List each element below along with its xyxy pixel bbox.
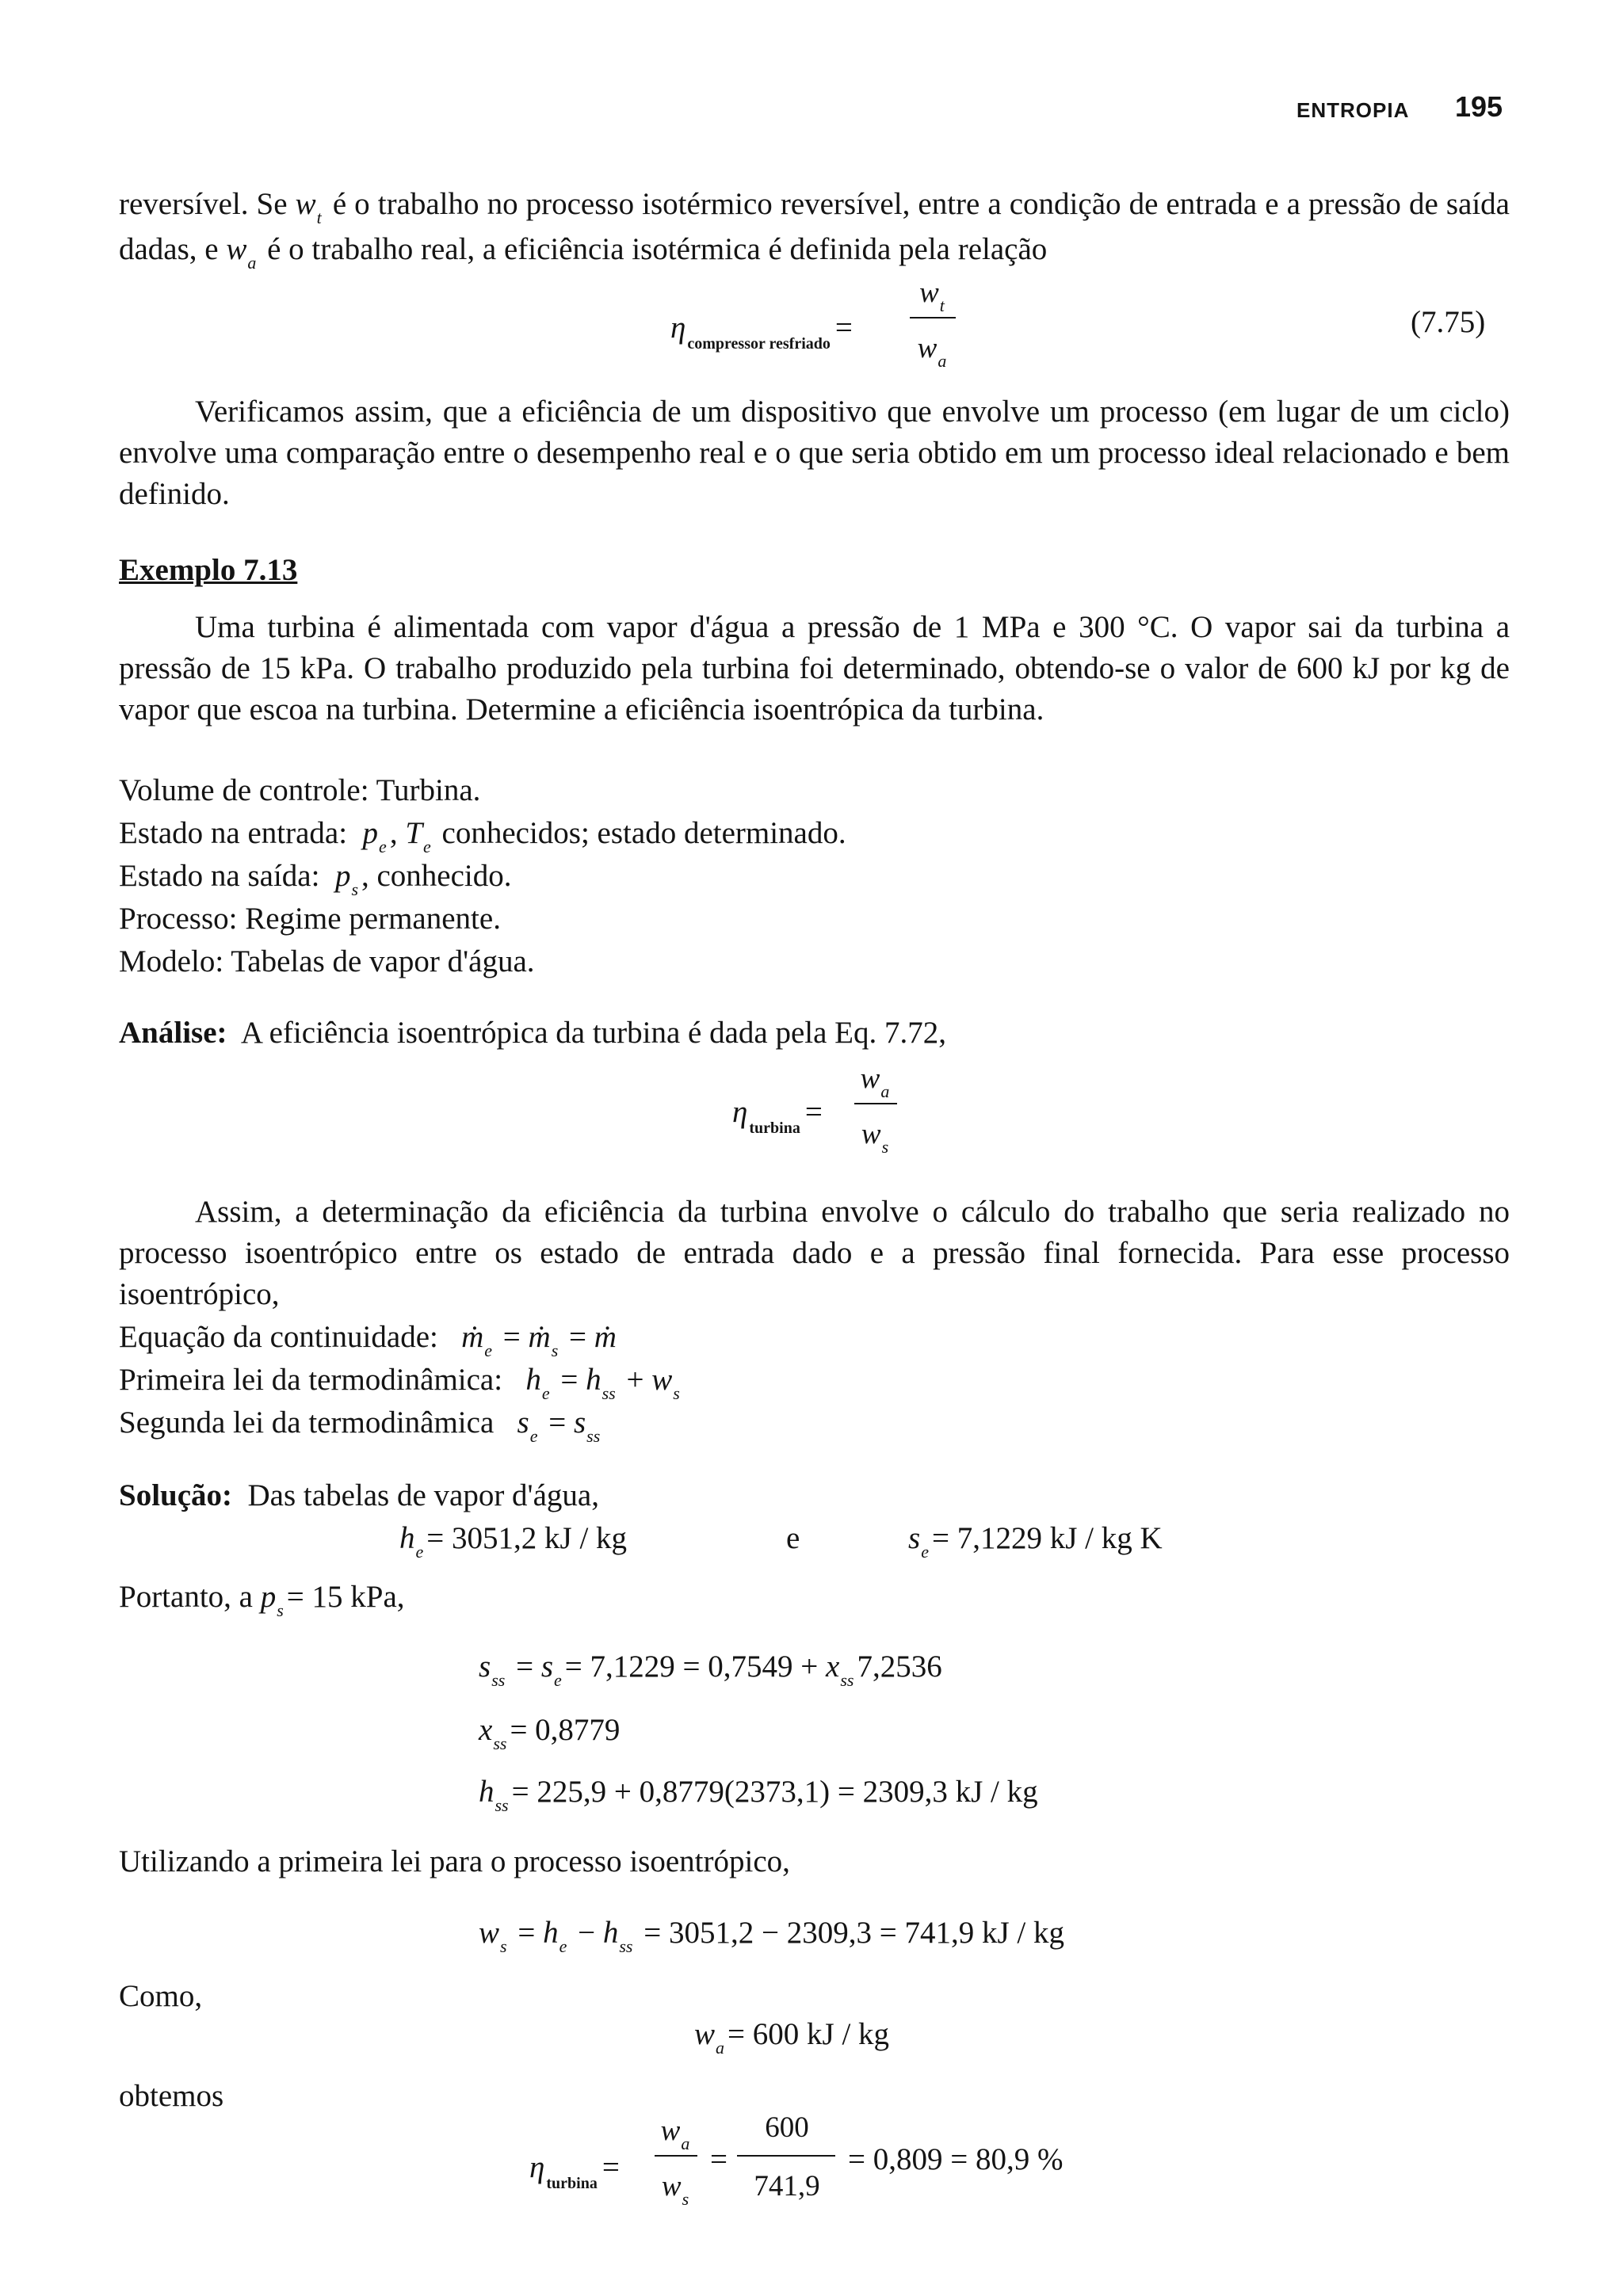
eq-7-75-lhs: η $_{compressor resfriado}$ = (670, 311, 853, 353)
segunda-lei: Segunda lei da termodinâmica $s_e = s_{ss}$ (119, 1405, 601, 1446)
paragraph-verificamos: Verificamos assim, que a eficiência de um dispositivo que envolve um processo (em lugar de um ciclo) envolve uma comparação entre o desempenho real e o que seria obtido em um processo ideal relacionado e bem definido. (119, 395, 1510, 511)
estado-entrada: Estado na entrada: $p_e$ , $T_e$ conhecidos; estado determinado. (119, 816, 846, 856)
final-equals: = (710, 2142, 727, 2176)
obtemos-line: obtemos (119, 2079, 224, 2113)
page-number: 195 (1455, 90, 1503, 123)
processo: Processo: Regime permanente. (119, 902, 501, 936)
running-header: ENTROPIA (1296, 98, 1410, 122)
intro-part-1: reversível. Se (119, 187, 296, 221)
paragraph-assim: Assim, a determinação da eficiência da turbina envolve o cálculo do trabalho que seria realizado no processo isoentrópico entre os estado de entrada dado e a pressão final fornecida. Para esse processo isoentrópico, (119, 1195, 1510, 1311)
portanto-line: Portanto, a $p_s = 15$ kPa, (119, 1580, 405, 1620)
solucao-line: Solução: Das tabelas de vapor d'água, (119, 1478, 599, 1512)
final-frac2-denominator: 741,9 (754, 2170, 820, 2203)
equacao-continuidade: Equação da continuidade: ṁ$_e$ = ṁ$_s$ = ṁ (119, 1320, 617, 1360)
final-frac2-numerator: 600 (765, 2111, 809, 2144)
primeira-lei: Primeira lei da termodinâmica: $h_e = h_{ss} + w_s$ (119, 1363, 680, 1403)
estado-saida: Estado na saída: $p_s$ , conhecido. (119, 859, 512, 899)
final-frac1-numerator: $w_a$ (660, 2115, 690, 2153)
eq-7-75-numerator: $w_t$ (919, 277, 945, 315)
eta-turbina-definition: η $_{turbina}$ = (732, 1095, 823, 1137)
hss-equation: $h_{ss} = 225,9 + 0,8779(2373,1) = 2309,3$ kJ / kg (479, 1775, 1038, 1815)
and-word: e (786, 1521, 800, 1555)
final-frac1-bar (655, 2155, 697, 2157)
equation-number: (7.75) (1411, 305, 1486, 339)
modelo: Modelo: Tabelas de vapor d'água. (119, 944, 535, 978)
utilizando-line: Utilizando a primeira lei para o processo isoentrópico, (119, 1844, 790, 1878)
example-title: Exemplo 7.13 (119, 553, 298, 587)
ws-equation: $w_s = h_e - h_{ss} = 3051,2 - 2309,3 = 741,9$ kJ / kg (479, 1916, 1064, 1956)
final-frac2-bar (737, 2155, 835, 2157)
example-statement: Uma turbina é alimentada com vapor d'água a pressão de 1 MPa e 300 °C. O vapor sai da turbina a pressão de 15 kPa. O trabalho produzido pela turbina foi determinado, obtendo-se o valor de 600 kJ por kg de vapor que escoa na turbina. Determine a eficiência isoentrópica da turbina. (119, 610, 1510, 727)
eta-def-numerator: $w_a$ (860, 1062, 890, 1101)
se-value: $s_e = 7,1229$ kJ / kg K (908, 1521, 1163, 1562)
final-frac1-denominator: $w_s$ (661, 2170, 689, 2209)
eta-def-denominator: $w_s$ (861, 1118, 889, 1157)
w-a-symbol: $w_a$ (226, 232, 257, 273)
intro-paragraph (119, 184, 1510, 274)
xss-equation: $x_{ss} = 0,8779$ (479, 1713, 621, 1753)
intro-part-2: é o trabalho no processo isotérmico reversível, entre a condição de entrada e a pressão de saída dadas, e (119, 187, 1510, 266)
he-value: $h_e = 3051,2$ kJ / kg (399, 1521, 628, 1562)
w-t-symbol: $w_t$ (295, 187, 322, 227)
volume-de-controle: Volume de controle: Turbina. (119, 773, 481, 807)
eta-def-fraction-bar (854, 1103, 897, 1104)
eq-7-75-fraction-bar (910, 317, 956, 318)
analise-line: Análise: A eficiência isoentrópica da turbina é dada pela Eq. 7.72, (119, 1016, 947, 1050)
sss-equation: $s_{ss} = s_e = 7,1229 = 0,7549 + x_{ss}$ 7,2536 (479, 1650, 942, 1690)
intro-part-3: é o trabalho real, a eficiência isotérmica é definida pela relação (259, 232, 1048, 266)
eq-7-75-denominator: $w_a$ (917, 332, 947, 371)
wa-equation: $w_a = 600$ kJ / kg (694, 2017, 890, 2058)
final-eta-lhs: η $_{turbina}$ = (529, 2150, 620, 2192)
como-line: Como, (119, 1979, 203, 2013)
final-result: = 0,809 = 80,9 % (848, 2142, 1064, 2176)
